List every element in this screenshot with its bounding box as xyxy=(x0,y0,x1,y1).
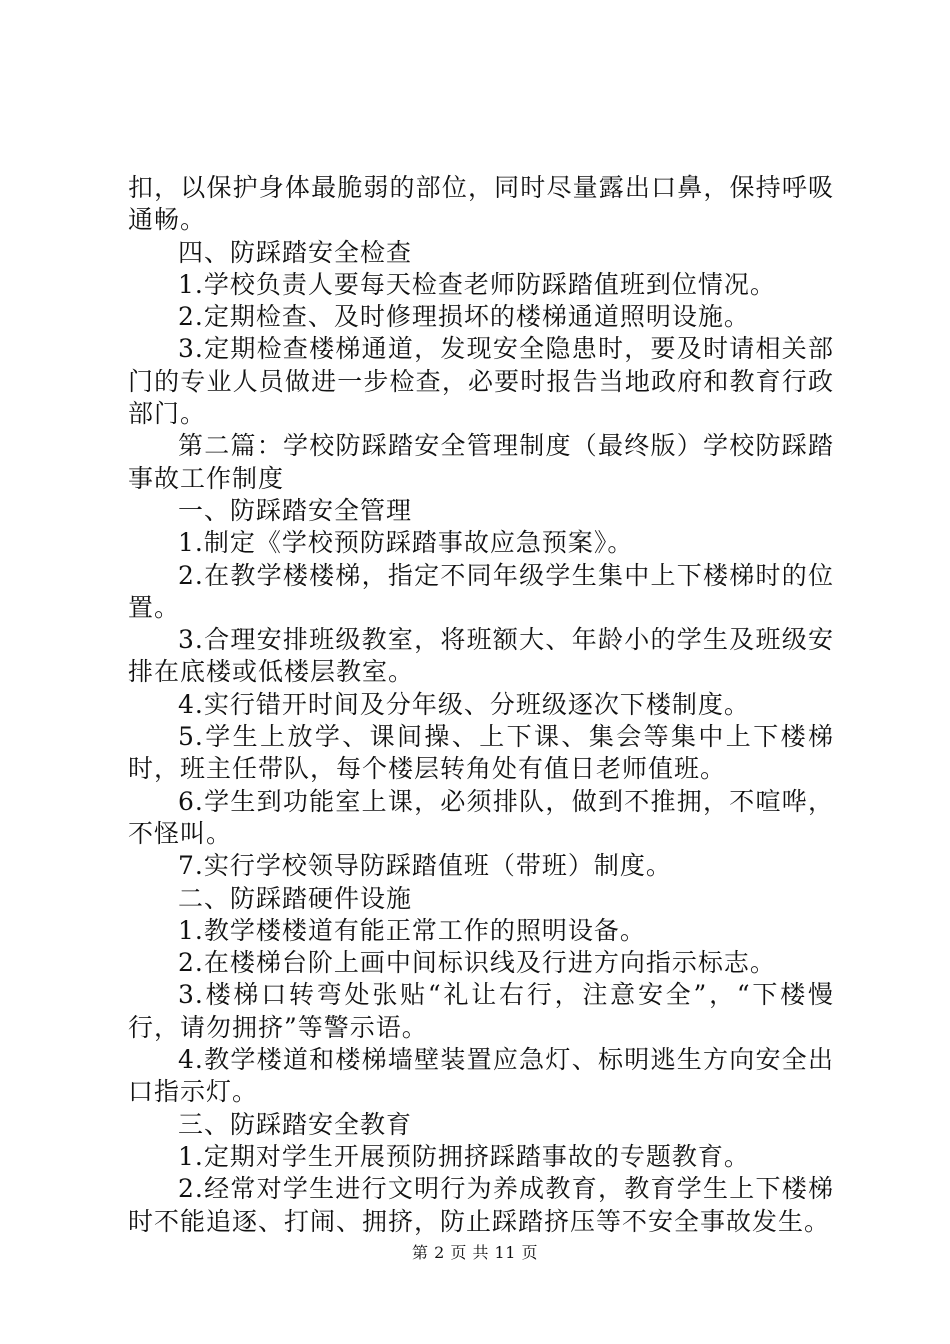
paragraph: 1.制定《学校预防踩踏事故应急预案》。 xyxy=(178,528,634,558)
paragraph: 1.学校负责人要每天检查老师防踩踏值班到位情况。 xyxy=(178,269,776,299)
paragraph: 5.学生上放学、课间操、上下课、集会等集中上下楼梯时，班主任带队，每个楼层转角处有值日老师值班。 xyxy=(128,722,834,784)
section-heading-4: 四、防踩踏安全检查 xyxy=(178,237,413,267)
paragraph: 3.定期检查楼梯通道，发现安全隐患时，要及时请相关部门的专业人员做进一步检查，必要时报告当地政府和教育行政部门。 xyxy=(128,334,834,429)
paragraph: 3.合理安排班级教室，将班额大、年龄小的学生及班级安排在底楼或低楼层教室。 xyxy=(128,625,834,687)
paragraph: 2.在楼梯台阶上画中间标识线及行进方向指示标志。 xyxy=(178,948,776,978)
chapter-title: 第二篇：学校防踩踏安全管理制度（最终版）学校防踩踏事故工作制度 xyxy=(128,431,834,493)
section-heading-3: 三、防踩踏安全教育 xyxy=(178,1109,413,1139)
paragraph: 2.经常对学生进行文明行为养成教育，教育学生上下楼梯时不能追逐、打闹、拥挤，防止踩踏挤压等不安全事故发生。 xyxy=(128,1174,834,1236)
section-heading-1: 一、防踩踏安全管理 xyxy=(178,495,413,525)
page-number-label: 第 2 页 共 11 页 xyxy=(412,1243,538,1262)
paragraph: 3.楼梯口转弯处张贴“礼让右行，注意安全”，“下楼慢行，请勿拥挤”等警示语。 xyxy=(128,980,834,1042)
paragraph: 2.在教学楼楼梯，指定不同年级学生集中上下楼梯时的位置。 xyxy=(128,560,834,622)
paragraph: 2.定期检查、及时修理损坏的楼梯通道照明设施。 xyxy=(178,302,750,332)
document-body xyxy=(128,172,834,1238)
page-footer xyxy=(0,1240,950,1263)
paragraph: 1.定期对学生开展预防拥挤踩踏事故的专题教育。 xyxy=(178,1141,750,1171)
paragraph: 7.实行学校领导防踩踏值班（带班）制度。 xyxy=(178,851,672,881)
section-heading-2: 二、防踩踏硬件设施 xyxy=(178,883,413,913)
paragraph: 4.教学楼道和楼梯墙壁装置应急灯、标明逃生方向安全出口指示灯。 xyxy=(128,1045,834,1107)
paragraph: 4.实行错开时间及分年级、分班级逐次下楼制度。 xyxy=(178,689,750,719)
paragraph: 1.教学楼楼道有能正常工作的照明设备。 xyxy=(178,915,646,945)
paragraph-continuation: 扣，以保护身体最脆弱的部位，同时尽量露出口鼻，保持呼吸通畅。 xyxy=(128,173,834,235)
paragraph: 6.学生到功能室上课，必须排队，做到不推拥，不喧哗，不怪叫。 xyxy=(128,786,834,848)
